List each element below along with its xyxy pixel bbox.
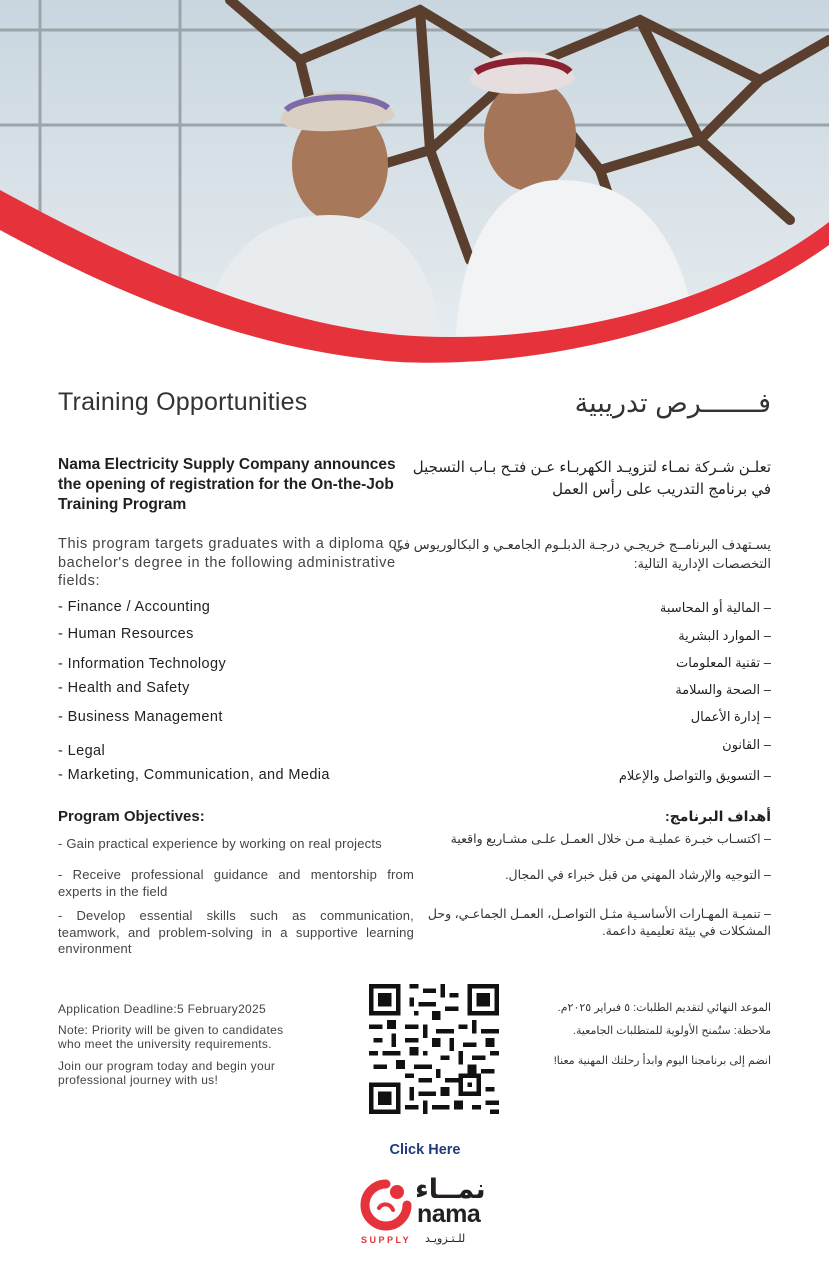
objective-item-en: - Receive professional guidance and mentorship from experts in the field [58, 867, 414, 899]
field-item-en: - Business Management [58, 709, 223, 725]
field-item-ar: – تقنية المعلومات [675, 655, 771, 670]
note-en: Note: Priority will be given to candidates who meet the university requirements. [58, 1023, 284, 1051]
field-item-ar: – القانون [722, 737, 771, 752]
objective-item-ar: – اكتسـاب خبـرة عمليـة مـن خلال العمـل علـى مشـاريع واقعية [450, 832, 771, 846]
click-here-link[interactable]: Click Here [389, 1142, 461, 1158]
title-ar: فـــــــرص تدريبية [574, 388, 771, 418]
objective-item-ar: – التوجيه والإرشاد المهني من قبل خبراء في المجال. [505, 868, 771, 882]
intro-ar: يسـتهدف البرنامــج خريجـي درجـة الدبلـوم الجامعـي و البكالوريوس في التخصصات الإدارية التالية: [393, 537, 771, 571]
title-en: Training Opportunities [58, 388, 308, 416]
objective-item-en: - Gain practical experience by working on real projects [58, 836, 382, 851]
deadline-ar: الموعد النهائي لتقديم الطلبات: ٥ فبراير ٢٠٢٥م. [557, 1002, 771, 1014]
nama-logo [355, 1172, 505, 1252]
logo-name-ar: نمــاء [415, 1174, 486, 1204]
objectives-title-en: Program Objectives: [58, 808, 205, 825]
field-item-ar: – الموارد البشرية [678, 628, 771, 643]
field-item-ar: – الصحة والسلامة [675, 682, 771, 697]
intro-en: This program targets graduates with a diploma or bachelor's degree in the following administrative fields: [58, 536, 403, 589]
field-item-en: - Marketing, Communication, and Media [58, 767, 330, 783]
hero-photo [0, 0, 829, 365]
announcement-en: Nama Electricity Supply Company announces the opening of registration for the On-the-Job Training Program [58, 456, 396, 513]
field-item-en: - Information Technology [58, 656, 227, 672]
objectives-title-ar: أهداف البرنامج: [665, 808, 771, 824]
announcement-ar: تعلـن شـركة نمـاء لتزويـد الكهربـاء عـن فتـح بـاب التسجيل في برنامج التدريب على رأس العمل [412, 459, 771, 498]
field-item-ar: – التسويق والتواصل والإعلام [618, 768, 771, 783]
join-ar: انضم إلى برنامجنا اليوم وابدأ رحلتك المهنية معنا! [553, 1055, 771, 1067]
field-item-ar: – إدارة الأعمال [690, 709, 771, 724]
field-item-en: - Legal [58, 743, 106, 759]
field-item-en: - Health and Safety [58, 680, 190, 696]
objective-item-en: - Develop essential skills such as communication, teamwork, and problem-solving in a supportive learning environment [58, 908, 414, 956]
field-item-ar: – المالية أو المحاسبة [659, 600, 771, 615]
field-item-en: - Human Resources [58, 626, 194, 642]
deadline-en: Application Deadline:5 February2025 [58, 1002, 266, 1016]
logo-supply-ar: للـتـزويـد [425, 1233, 466, 1245]
objective-item-ar: – تنميـة المهـارات الأساسـية مثـل التواصـل، العمـل الجماعـي، وحل المشكلات في بيئة تعليمية داعمة. [427, 907, 771, 938]
field-item-en: - Finance / Accounting [58, 599, 211, 615]
logo-supply-en: SUPPLY [361, 1235, 412, 1245]
logo-name-en: nama [417, 1200, 481, 1228]
nama-logo-mark-icon [359, 1178, 413, 1232]
note-ar: ملاحظة: ستُمنح الأولوية للمتطلبات الجامعية. [572, 1025, 771, 1037]
join-en: Join our program today and begin your professional journey with us! [58, 1059, 276, 1087]
qr-code[interactable] [369, 984, 499, 1114]
